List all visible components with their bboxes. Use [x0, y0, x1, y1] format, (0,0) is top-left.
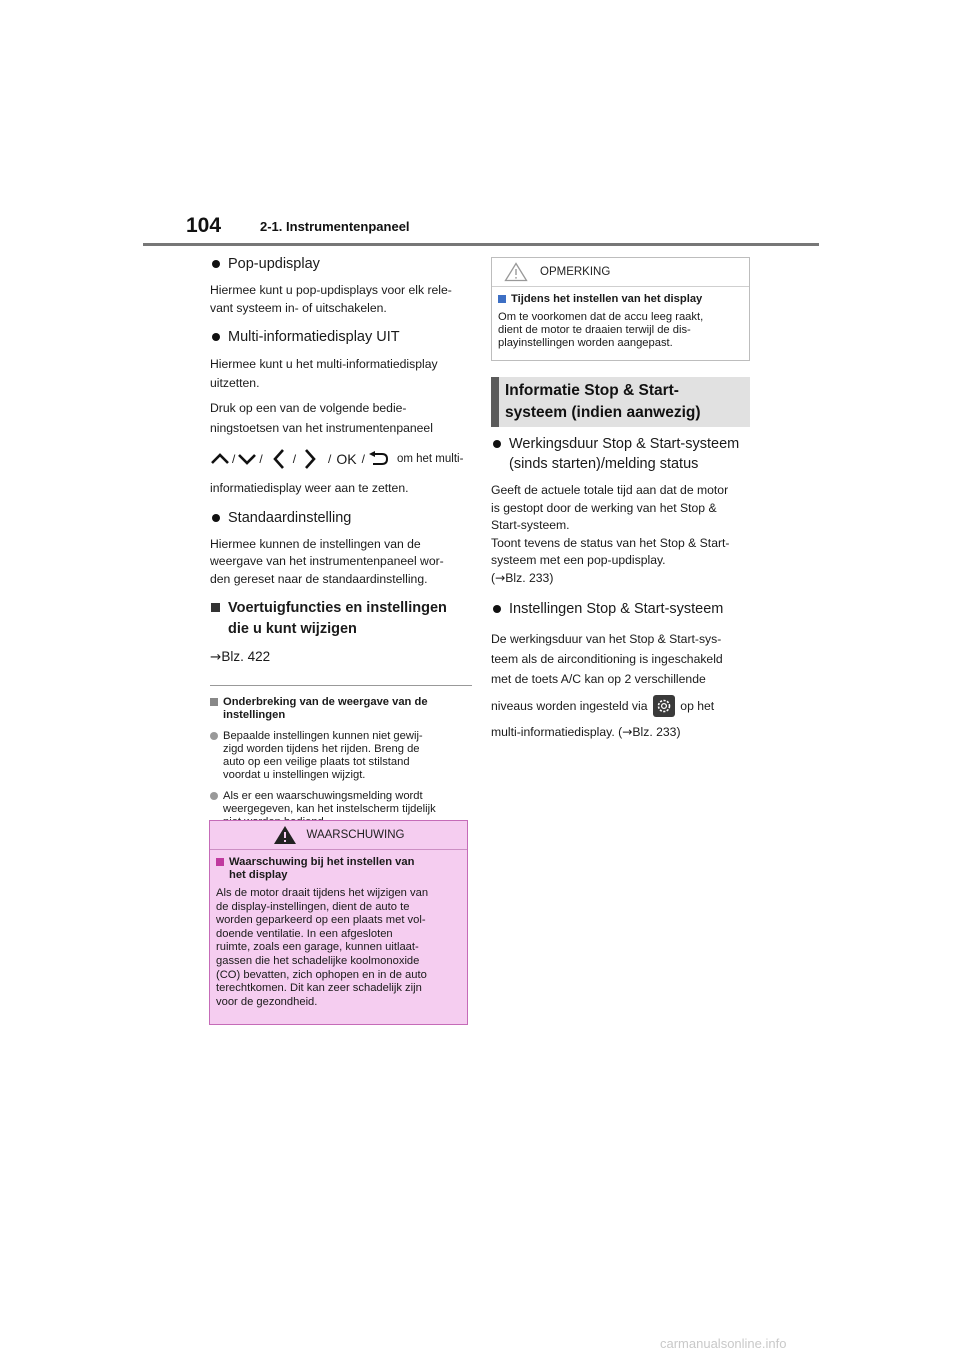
chevron-down-icon: [237, 452, 257, 466]
keys-suffix-text: om het multi-: [396, 453, 464, 465]
info-heading-title: Informatie Stop & Start- systeem (indien aanwezig): [505, 382, 701, 421]
divider: [210, 685, 472, 686]
chevron-right-icon: [302, 448, 318, 470]
vehicle-settings-heading: [210, 598, 472, 640]
interrupt-item: [210, 730, 472, 782]
warning-header: [210, 821, 467, 850]
default-body: Hiermee kunnen de instellingen van de weergave van het instrumentenpaneel wor- den gereset naar de standaardinstelling.: [210, 536, 444, 586]
mid-off-heading: [210, 327, 472, 347]
square-bullet-icon: [498, 295, 506, 303]
arrow-icon: →: [622, 724, 633, 739]
info-heading-accent: [491, 377, 499, 427]
default-heading: [210, 508, 472, 528]
chevron-up-icon: [210, 452, 230, 466]
key-separator: /: [259, 452, 263, 466]
warning-text: Als de motor draait tijdens het wijzigen van de display-instellingen, dient de auto te worden geparkeerd op een plaats met vol- doende ventilatie. In een afgesloten ruimte, zoals een garage, kunnen uitlaat- gassen die het schadelijke koolmonoxide (CO) bevatten, zich ophopen en in de auto terechtkomen. Dit kan zeer schadelijk zijn voor de gezondheid.: [216, 887, 429, 1008]
section-title: 2-1. Instrumentenpaneel: [260, 219, 410, 234]
settings-body-text: op het: [680, 699, 715, 713]
popup-heading-text: Pop-updisplay: [228, 256, 320, 272]
duration-body: Geeft de actuele totale tijd aan dat de motor is gestopt door de werking van het Stop & Start-systeem. Toont tevens de status van het Stop & Start- systeem met een pop-updisplay.: [491, 483, 730, 567]
caution-triangle-icon: [504, 262, 528, 282]
settings-heading: [491, 599, 753, 619]
warning-box: [209, 820, 468, 1025]
watermark[interactable]: carmanualsonline.info: [660, 1336, 787, 1351]
square-bullet-icon: [210, 698, 218, 706]
settings-body-cont: [491, 695, 753, 718]
settings-body-text: multi-informatiedisplay.: [491, 724, 615, 739]
mid-off-body-end: informatiedisplay weer aan te zetten.: [210, 481, 409, 495]
popup-body: Hiermee kunt u pop-updisplays voor elk rele- vant systeem in- of uitschakelen.: [210, 283, 452, 315]
settings-heading-text: Instellingen Stop & Start-systeem: [509, 601, 724, 617]
bullet-icon: [210, 792, 218, 800]
arrow-icon: →: [495, 570, 506, 585]
bullet-icon: [212, 333, 220, 341]
square-bullet-icon: [211, 603, 220, 612]
note-header: [492, 258, 749, 287]
settings-body-end: multi-informatiedisplay. (→Blz. 233): [491, 724, 681, 739]
bullet-icon: [493, 605, 501, 613]
mid-off-instructions: Druk op een van de volgende bedie- ningstoetsen van het instrumentenpaneel: [210, 401, 433, 435]
bullet-icon: [493, 440, 501, 448]
vehicle-settings-ref: [210, 648, 472, 667]
interrupt-item-text: Als er een waarschuwingsmelding wordt weergegeven, kan het instelscherm tijdelijk: [223, 789, 436, 815]
arrow-icon: →: [210, 649, 222, 665]
mid-off-body: Hiermee kunt u het multi-informatiedisplay uitzetten.: [210, 357, 438, 390]
settings-gear-icon: [653, 695, 675, 717]
note-subheading: [498, 293, 743, 306]
warning-triangle-icon: [273, 825, 297, 845]
chevron-left-icon: [271, 448, 287, 470]
warning-label: WAARSCHUWING: [306, 829, 405, 841]
ok-key-label: OK: [336, 451, 357, 467]
key-separator: /: [292, 452, 297, 466]
vehicle-settings-heading-text: Voertuigfuncties en instellingen die u kunt wijzigen: [228, 600, 447, 637]
interrupt-item-text: Bepaalde instellingen kunnen niet gewij- zigd worden tijdens het rijden. Breng de auto op een veilige plaats tot stilstand voordat u instellingen wijzigt.: [223, 729, 423, 781]
back-icon: [367, 451, 389, 467]
left-column: [210, 254, 472, 829]
bullet-icon: [212, 260, 220, 268]
note-subheading-text: Tijdens het instellen van het display: [511, 293, 703, 305]
note-text: Om te voorkomen dat de accu leeg raakt, dient de motor te draaien terwijl de dis- playinstellingen worden aangepast.: [498, 311, 704, 349]
right-column: [491, 428, 753, 741]
page-number: 104: [186, 214, 222, 237]
note-label: OPMERKING: [540, 266, 611, 278]
bullet-icon: [212, 514, 220, 522]
bullet-icon: [210, 732, 218, 740]
mid-off-heading-text: Multi-informatiedisplay UIT: [228, 329, 400, 345]
square-bullet-icon: [216, 858, 224, 866]
warning-subheading: [216, 856, 461, 882]
settings-body-text: niveaus worden ingesteld via: [491, 699, 648, 713]
settings-body: De werkingsduur van het Stop & Start-sys- teem als de airconditioning is ingeschakeld met de toets A/C kan op 2 verschillende: [491, 632, 723, 686]
warning-subheading-text: Waarschuwing bij het instellen van het display: [229, 856, 415, 881]
control-keys-row: [210, 448, 472, 470]
key-separator: /: [328, 452, 332, 466]
key-separator: /: [361, 452, 365, 466]
note-box: [491, 257, 750, 361]
duration-heading-text: Werkingsduur Stop & Start-systeem (sinds starten)/melding status: [509, 436, 740, 472]
interrupt-heading: [210, 696, 472, 722]
page-reference: Blz. 422: [221, 649, 271, 664]
interrupt-heading-text: Onderbreking van de weergave van de instellingen: [223, 695, 428, 721]
duration-heading: [491, 434, 753, 474]
page-reference: Blz. 233: [632, 724, 677, 739]
key-separator: /: [232, 452, 236, 466]
duration-ref: (→Blz. 233): [491, 570, 554, 585]
page-reference: Blz. 233: [505, 570, 550, 585]
popup-heading: [210, 254, 472, 274]
header-rule: [143, 243, 819, 246]
default-heading-text: Standaardinstelling: [228, 509, 352, 526]
